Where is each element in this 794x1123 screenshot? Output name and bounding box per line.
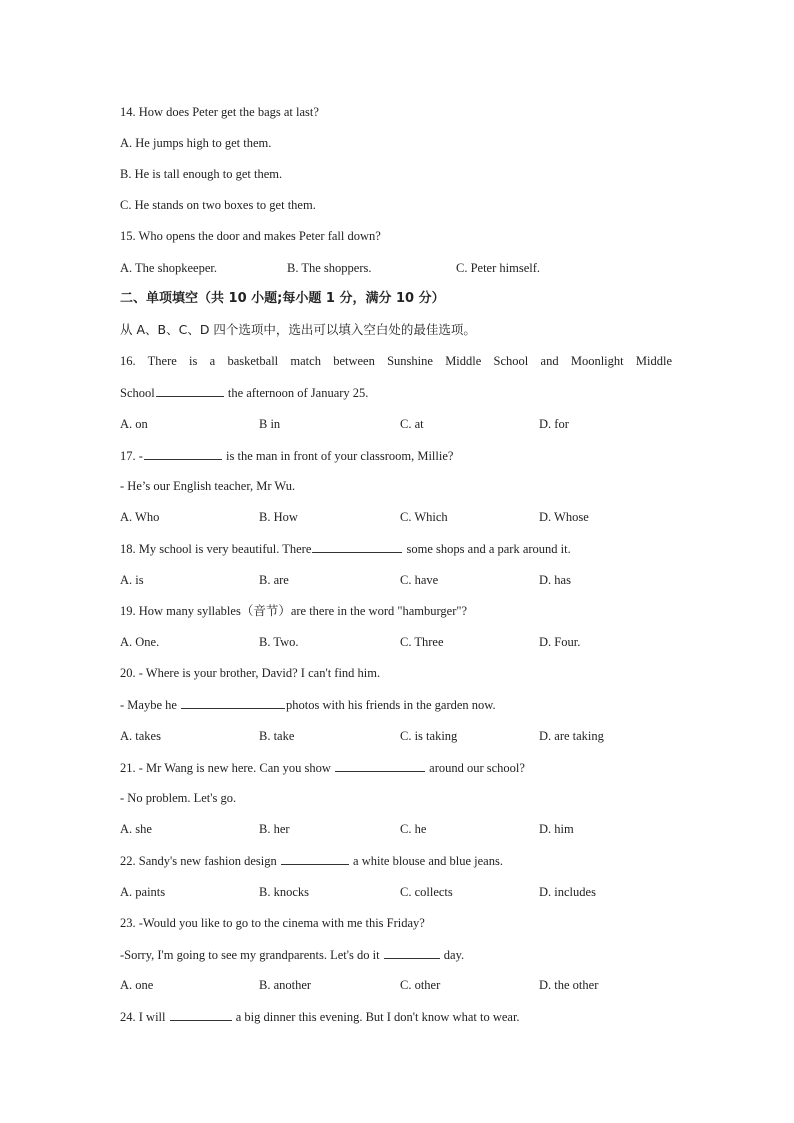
q16-option-d: D. for (539, 417, 569, 431)
answer-blank (335, 759, 425, 772)
q18-stem (120, 540, 571, 557)
q16-option-c: C. at (400, 417, 424, 431)
q19-stem: 19. How many syllables（音节）are there in the word "hamburger"? (120, 604, 468, 618)
q18-text-before: 18. My school is very beautiful. There (120, 542, 312, 556)
q22-text-before: 22. Sandy's new fashion design (120, 854, 280, 868)
q17-option-c: C. Which (400, 510, 448, 524)
q20-stem: 20. - Where is your brother, David? I can't find him. (120, 666, 381, 680)
q15-stem: 15. Who opens the door and makes Peter fall down? (120, 229, 381, 243)
q21-text-after: around our school? (426, 761, 525, 775)
q17-option-d: D. Whose (539, 510, 589, 524)
q18-option-a: A. is (120, 573, 144, 587)
q23-text-before: -Sorry, I'm going to see my grandparents. Let's do it (120, 948, 383, 962)
q20-option-b: B. take (259, 729, 295, 743)
q21-option-a: A. she (120, 822, 152, 836)
answer-blank (144, 447, 222, 460)
q15-option-b: B. The shoppers. (287, 261, 372, 275)
answer-blank (181, 696, 285, 709)
q19-option-b: B. Two. (259, 635, 299, 649)
q20-option-c: C. is taking (400, 729, 458, 743)
q17-text-before: 17. - (120, 449, 143, 463)
q18-text-after: some shops and a park around it. (403, 542, 571, 556)
q21-text-before: 21. - Mr Wang is new here. Can you show (120, 761, 335, 775)
q17-option-a: A. Who (120, 510, 160, 524)
q20-text-before: - Maybe he (120, 698, 181, 712)
q18-option-c: C. have (400, 573, 439, 587)
q17-reply: - He’s our English teacher, Mr Wu. (120, 479, 296, 493)
q23-text-after: day. (440, 948, 465, 962)
q23-option-a: A. one (120, 978, 154, 992)
q22-option-b: B. knocks (259, 885, 309, 899)
q16-text-before: School (120, 386, 155, 400)
q15-option-a: A. The shopkeeper. (120, 261, 217, 275)
q17-text-after: is the man in front of your classroom, Millie? (222, 449, 454, 463)
q16-stem-line1: 16. There is a basketball match between Sunshine Middle School and Moonlight Middle (120, 354, 672, 368)
q19-option-d: D. Four. (539, 635, 581, 649)
q20-option-a: A. takes (120, 729, 161, 743)
answer-blank (170, 1008, 232, 1021)
q18-option-b: B. are (259, 573, 289, 587)
q23-option-d: D. the other (539, 978, 599, 992)
q23-option-c: C. other (400, 978, 441, 992)
answer-blank (156, 384, 224, 397)
answer-blank (384, 946, 440, 959)
q21-reply: - No problem. Let's go. (120, 791, 237, 805)
q14-option-b: B. He is tall enough to get them. (120, 167, 283, 181)
q23-stem: 23. -Would you like to go to the cinema with me this Friday? (120, 916, 425, 930)
answer-blank (281, 852, 349, 865)
q16-stem-line2 (120, 384, 368, 401)
q20-option-d: D. are taking (539, 729, 604, 743)
q17-option-b: B. How (259, 510, 298, 524)
q20-text-after: photos with his friends in the garden now. (286, 698, 496, 712)
q16-text-after: the afternoon of January 25. (224, 386, 369, 400)
answer-blank (312, 540, 402, 553)
q14-option-a: A. He jumps high to get them. (120, 136, 272, 150)
q24-stem (120, 1008, 520, 1025)
q20-reply (120, 696, 496, 713)
q22-option-d: D. includes (539, 885, 596, 899)
q17-stem (120, 447, 453, 464)
section-heading: 二、单项填空（共 10 小题;每小题 1 分，满分 10 分） (120, 291, 445, 306)
q14-stem: 14. How does Peter get the bags at last? (120, 105, 319, 119)
q23-reply (120, 946, 464, 963)
q24-text-after: a big dinner this evening. But I don't know what to wear. (232, 1010, 520, 1024)
q16-option-b: B in (259, 417, 281, 431)
q19-option-c: C. Three (400, 635, 444, 649)
section-instruction: 从 A、B、C、D 四个选项中，选出可以填入空白处的最佳选项。 (120, 322, 476, 337)
q24-text-before: 24. I will (120, 1010, 169, 1024)
q21-option-d: D. him (539, 822, 574, 836)
q14-option-c: C. He stands on two boxes to get them. (120, 198, 316, 212)
q15-option-c: C. Peter himself. (456, 261, 541, 275)
q18-option-d: D. has (539, 573, 571, 587)
q19-option-a: A. One. (120, 635, 160, 649)
q22-option-a: A. paints (120, 885, 166, 899)
q16-option-a: A. on (120, 417, 148, 431)
q23-option-b: B. another (259, 978, 312, 992)
q21-stem (120, 759, 525, 776)
q22-stem (120, 852, 503, 869)
q21-option-b: B. her (259, 822, 290, 836)
q22-text-after: a white blouse and blue jeans. (349, 854, 503, 868)
q21-option-c: C. he (400, 822, 427, 836)
q22-option-c: C. collects (400, 885, 453, 899)
